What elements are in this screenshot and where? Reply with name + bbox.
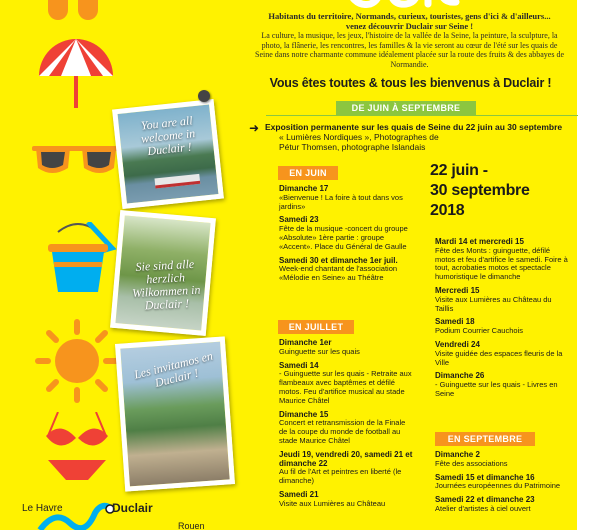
event-date: Dimanche 15 xyxy=(279,409,329,419)
event-item xyxy=(435,318,570,336)
event-item xyxy=(435,496,570,514)
photo-ferry xyxy=(112,99,224,209)
event-description: Fête des Monts : guinguette, défilé motos et feu d'artifice le samedi. Foire à tout, acrobaties motos et spectacle humoristique le dimanche xyxy=(435,245,568,282)
event-description: Week-end chantant de l'association «Mélodie en Seine» au Théâtre xyxy=(279,264,398,283)
event-date: Vendredi 24 xyxy=(435,339,480,349)
event-description: Fête de la musique -concert du groupe «Absolute» 1ère partie : groupe «Accent». Place du Général de Gaulle xyxy=(279,224,408,251)
sand-bucket-icon xyxy=(38,222,118,299)
event-item xyxy=(279,339,414,357)
event-description: Journées européennes du Patrimoine xyxy=(435,481,561,491)
event-item xyxy=(435,287,570,313)
event-item xyxy=(435,341,570,367)
photo-river-trees xyxy=(110,210,216,336)
event-item xyxy=(279,362,414,406)
photo-waterfront xyxy=(115,336,235,491)
event-description: Concert et retransmission de la Finale de la coupe du monde de football au stade Maurice Châtel xyxy=(279,418,406,445)
event-date: Dimanche 26 xyxy=(435,371,485,381)
event-date: Samedi 14 xyxy=(279,360,319,370)
event-description: Atelier d'artistes à ciel ouvert xyxy=(435,503,531,513)
event-item xyxy=(279,257,414,283)
event-date: Samedi 21 xyxy=(279,489,319,499)
exposition-text xyxy=(265,122,580,152)
event-date: Dimanche 17 xyxy=(279,184,329,193)
right-events xyxy=(435,238,570,404)
banner-season: DE JUIN À SEPTEMBRE xyxy=(336,101,476,115)
bikini-icon xyxy=(44,412,110,487)
big-date-line-3: 2018 xyxy=(430,202,465,219)
sun-icon xyxy=(34,318,120,409)
flip-flops-icon xyxy=(40,0,110,27)
map-label-rouen: Rouen xyxy=(178,521,205,530)
event-item xyxy=(279,411,414,446)
event-description: Guinguette sur les quais xyxy=(279,346,360,356)
intro-line-1: Habitants du territoire, Normands, curieux, touristes, gens d'ici & d'ailleurs... xyxy=(268,11,551,21)
event-item xyxy=(279,216,414,251)
event-date: Samedi 18 xyxy=(435,317,475,327)
banner-juin: EN JUIN xyxy=(278,166,338,180)
event-item xyxy=(279,491,414,509)
sunglasses-icon xyxy=(32,138,120,183)
season-underline xyxy=(266,115,578,116)
photo-caption-spanish: Les invitamos en Duclair ! xyxy=(132,348,215,390)
banner-septembre: EN SEPTEMBRE xyxy=(435,432,535,446)
right-margin xyxy=(577,0,591,530)
septembre-events xyxy=(435,451,570,519)
event-item xyxy=(435,451,570,469)
event-date: Samedi 15 et dimanche 16 xyxy=(435,472,535,482)
event-item xyxy=(435,372,570,398)
expo-title: Exposition permanente sur les quais de Seine du 22 juin au 30 septembre xyxy=(265,122,563,132)
event-item xyxy=(435,238,570,282)
beach-umbrella-icon xyxy=(35,38,117,115)
event-description: - Guinguette sur les quais - Retraite aux flambeaux avec baptêmes et défilé motos. Feu d'artifice musical au stade Maurice Châtel xyxy=(279,369,412,405)
expo-details: « Lumières Nordiques », Photographes de Pétur Thomsen, photographe Islandais xyxy=(279,132,439,152)
welcome-headline: Vous êtes toutes & tous les bienvenus à Duclair ! xyxy=(269,76,552,90)
event-date: Dimanche 1er xyxy=(279,338,332,347)
event-date: Dimanche 2 xyxy=(435,450,480,459)
event-date: Samedi 23 xyxy=(279,215,319,225)
map-label-le-havre: Le Havre xyxy=(22,503,63,514)
event-item xyxy=(279,185,414,211)
big-date-line-2: 30 septembre xyxy=(430,182,530,199)
icon-column xyxy=(30,0,125,530)
event-description: Visite aux Lumières au Château du Taillis xyxy=(435,294,552,313)
intro-body: La culture, la musique, les jeux, l'histoire de la vallée de la Seine, la peinture, la sculpture, la photo, la flânerie, les rencontres, les familles & la vie seront au cœur de l'été sur les quais de Seine dans notre charmante commune idéalement placée sur la route des fruits & des abbayes de Normandie. xyxy=(255,31,564,69)
big-date-range xyxy=(430,161,530,221)
juin-events xyxy=(279,185,414,288)
intro-text xyxy=(252,12,567,69)
event-description: Au fil de l'Art et peintres en liberté (le dimanche) xyxy=(279,467,402,486)
event-description: - Guinguette sur les quais - Livres en Seine xyxy=(435,380,558,398)
photo-caption-german: Sie sind alle herzlich Wilkommen in Duclair ! xyxy=(131,256,201,313)
event-description: Podium Courrier Cauchois xyxy=(435,326,523,336)
ferry-shape xyxy=(154,174,200,189)
big-date-line-1: 22 juin - xyxy=(430,162,488,179)
photo-caption-english: You are all welcome in Duclair ! xyxy=(140,113,196,159)
event-item xyxy=(435,474,570,492)
title-fragment xyxy=(340,0,460,8)
event-date: Jeudi 19, vendredi 20, samedi 21 et dimanche 22 xyxy=(279,449,413,468)
event-date: Samedi 30 et dimanche 1er juil. xyxy=(279,255,398,265)
event-description: Visite aux Lumières au Château xyxy=(279,498,386,508)
event-description: «Bienvenue ! La foire à tout dans vos jardins» xyxy=(279,192,403,211)
banner-juillet: EN JUILLET xyxy=(278,320,354,334)
event-date: Mercredi 15 xyxy=(435,285,480,295)
event-description: Visite guidée des espaces fleuris de la Ville xyxy=(435,348,563,367)
map-label-duclair: Duclair xyxy=(112,501,153,515)
event-date: Mardi 14 et mercredi 15 xyxy=(435,237,524,246)
push-pin xyxy=(198,90,210,102)
arrow-right-icon: ➜ xyxy=(249,121,260,135)
event-date: Samedi 22 et dimanche 23 xyxy=(435,495,535,505)
intro-line-2: venez découvrir Duclair sur Seine ! xyxy=(345,20,474,31)
juillet-events xyxy=(279,339,414,514)
event-description: Fête des associations xyxy=(435,458,508,468)
event-item xyxy=(279,451,414,486)
